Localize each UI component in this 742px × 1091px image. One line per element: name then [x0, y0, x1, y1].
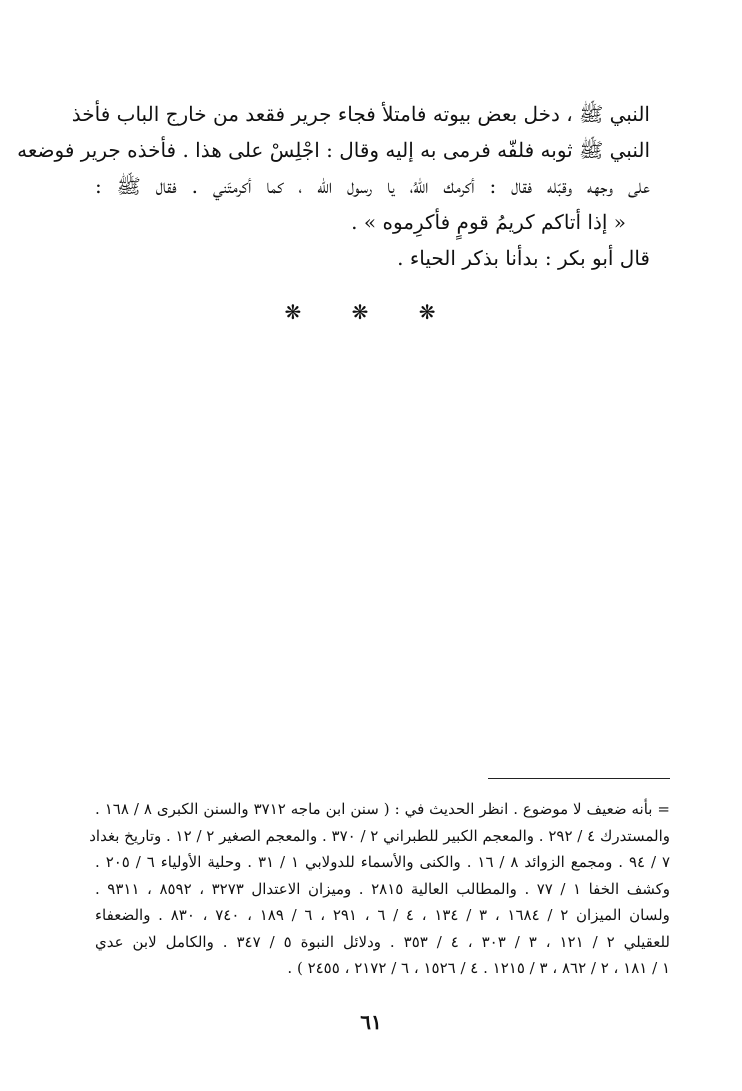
footnote-line: ٧ / ٩٤ . ومجمع الزوائد ٨ / ١٦ . والكنى والأسماء للدولابي ١ / ٣١ . وحلية الأولياء ٦ / ٢٠٥ . — [95, 853, 671, 871]
footnote-line: = بأنه ضعيف لا موضوع . انظر الحديث في : ( سنن ابن ماجه ٣٧١٢ والسنن الكبرى ٨ / ١٦٨ . — [95, 800, 670, 818]
main-text-line: على وجهه وقبّله فقال : أكرمك اللّهُ، يا رسول الله ، كما أكرمتَني . فقال ﷺ : — [95, 174, 650, 198]
footnotes-block — [89, 796, 671, 982]
footnote-separator-rule — [488, 778, 670, 779]
main-text-line: النبي ﷺ ثوبه فلفّه فرمى به إليه وقال : اجْلِسْ على هذا . فأخذه جرير فوضعه — [17, 138, 650, 162]
page-number: ٦١ — [360, 1010, 382, 1034]
main-text-line: قال أبو بكر : بدأنا بذكر الحياء . — [397, 246, 650, 270]
footnote-line: والمستدرك ٤ / ٢٩٢ . والمعجم الكبير للطبراني ٢ / ٣٧٠ . والمعجم الصغير ٢ / ١٢ . وتاريخ بغداد — [89, 826, 670, 845]
footnote-line: وكشف الخفا ١ / ٧٧ . والمطالب العالية ٢٨١٥ . وميزان الاعتدال ٣٢٧٣ ، ٨٥٩٢ ، ٩٣١١ . — [95, 879, 670, 898]
footnote-line: ولسان الميزان ٢ / ١٦٨٤ ، ٣ / ١٣٤ ، ٤ / ٦ ، ٢٩١ ، ٦ / ١٨٩ ، ٧٤٠ ، ٨٣٠ . والضعفاء — [95, 906, 670, 924]
hadith-quote-line: « إذا أتاكم كريمُ قومٍ فأكرِموه » . — [351, 210, 626, 234]
section-divider-asterisks: ❋ ❋ ❋ — [284, 300, 458, 324]
footnote-line: للعقيلي ٢ / ١٢١ ، ٣ / ٣٠٣ ، ٤ / ٣٥٣ . ودلائل النبوة ٥ / ٣٤٧ . والكامل لابن عدي — [95, 932, 670, 951]
footnote-line: ١ / ١٨١ ، ٢ / ٨٦٢ ، ٣ / ١٢١٥ . ٤ / ١٥٢٦ ، ٦ / ٢١٧٢ ، ٢٤٥٥ ) . — [287, 959, 670, 977]
main-text-block — [17, 96, 650, 276]
main-text-line: النبي ﷺ ، دخل بعض بيوته فامتلأ فجاء جرير فقعد من خارج الباب فأخذ — [71, 102, 650, 126]
